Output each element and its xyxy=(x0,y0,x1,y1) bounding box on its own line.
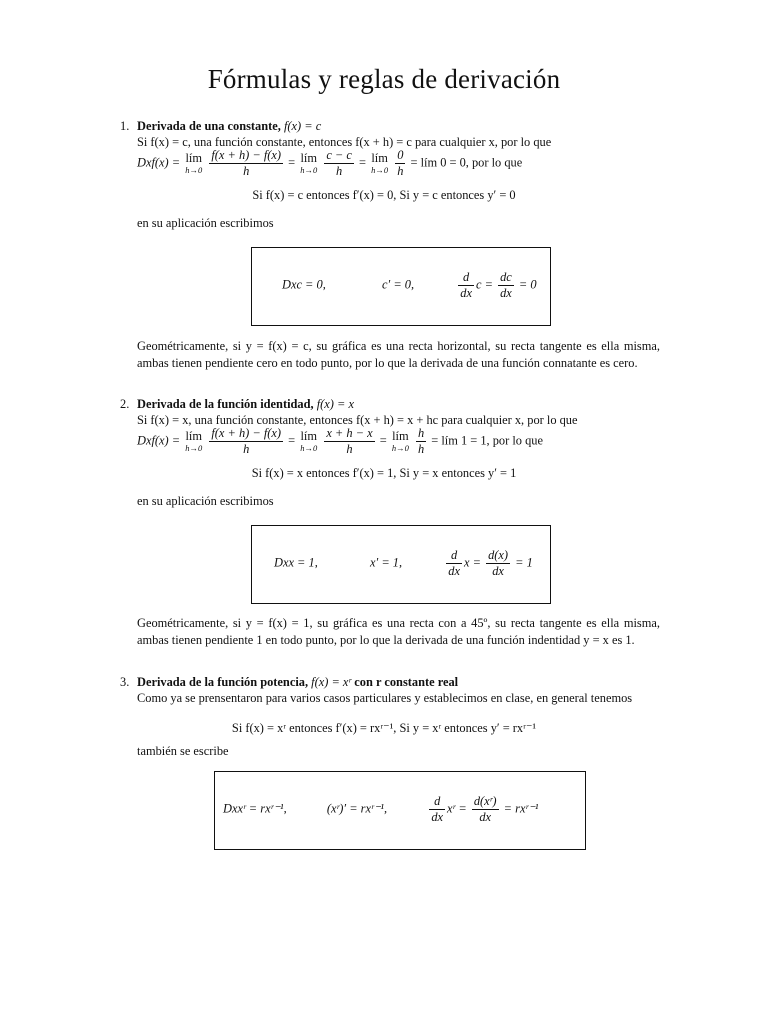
box-formula-b: (xʳ)′ = rxʳ⁻¹, xyxy=(326,801,388,816)
fraction-numerator: x + h − x xyxy=(326,426,373,440)
limit-subscript: h→0 xyxy=(300,164,318,175)
box-fraction-d xyxy=(446,548,462,579)
section-3-rule: Si f(x) = xʳ entonces f′(x) = rxʳ⁻¹, Si y = xʳ entonces y′ = rxʳ⁻¹ xyxy=(231,721,537,735)
section-2-rule: Si f(x) = x entonces f′(x) = 1, Si y = x entonces y′ = 1 xyxy=(251,466,517,480)
limit-operator xyxy=(300,430,317,454)
fraction-denominator: h xyxy=(243,442,250,456)
fraction-denominator: dx xyxy=(448,564,460,578)
section-2-formula-box xyxy=(251,525,551,604)
section-1-fraction-2 xyxy=(324,148,354,179)
limit-word: lím xyxy=(185,428,202,443)
limit-subscript: h→0 xyxy=(371,164,389,175)
limit-word: lím xyxy=(371,150,388,165)
limit-operator xyxy=(185,152,202,176)
fraction-numerator: d xyxy=(446,548,462,564)
section-2-fraction-2 xyxy=(324,426,374,457)
box-formula-a: Dxc = 0, xyxy=(282,277,326,292)
section-1-heading xyxy=(137,118,321,134)
section-3-box-row xyxy=(223,794,538,825)
section-2-deriv-lhs: Dxf(x) = xyxy=(137,433,181,448)
section-3-heading-text: Derivada de la función potencia, xyxy=(137,675,309,689)
section-1-fraction-1 xyxy=(209,148,283,179)
section-1-derivation: Dxf(x) = lím h→0 $\frac{f(x + h) - f(x)}{h}$ = lím h→0 $\frac{c - c}{h}$ = lím h→0 $\frac{0}{h}$ = lím 0 = 0, por lo que xyxy=(137,148,523,178)
fraction-numerator: d(x) xyxy=(488,548,509,562)
section-1-number: 1. xyxy=(120,119,130,133)
section-2-box-row xyxy=(274,548,533,579)
section-1-deriv-lhs: Dxf(x) = xyxy=(137,155,181,170)
limit-subscript: h→0 xyxy=(185,164,203,175)
box-formula-mid: c = xyxy=(476,277,493,292)
section-1-box-row xyxy=(282,270,537,301)
box-fraction-dxr xyxy=(472,794,499,825)
section-1-heading-math: f(x) = c xyxy=(283,119,322,133)
section-3-heading-math: f(x) = xʳ xyxy=(311,675,352,689)
box-formula-end: = 0 xyxy=(518,277,537,292)
fraction-denominator: dx xyxy=(500,286,512,300)
section-3-number: 3. xyxy=(120,675,130,689)
section-3-formula-box xyxy=(214,771,586,850)
section-2-derivation: Dxf(x) = lím h→0 $\frac{f(x + h) - f(x)}{h}$ = lím h→0 $\frac{x + h - x}{h}$ = lím h→0 $\frac{h}{h}$ = lím 1 = 1, por lo que xyxy=(137,426,543,456)
fraction-denominator: h xyxy=(346,442,353,456)
box-formula-a: Dxx = 1, xyxy=(274,555,318,570)
fraction-denominator: dx xyxy=(479,810,492,824)
section-3-heading xyxy=(137,674,458,690)
box-formula-a: Dxxʳ = rxʳ⁻¹, xyxy=(223,801,287,816)
section-1-line1: Si f(x) = c, una función constante, entonces f(x + h) = c para cualquier x, por lo que xyxy=(137,135,552,149)
section-1-rule: Si f(x) = c entonces f′(x) = 0, Si y = c entonces y′ = 0 xyxy=(252,188,516,202)
limit-word: lím xyxy=(392,428,409,443)
fraction-numerator: d xyxy=(458,270,474,286)
section-2-heading-text: Derivada de la función identidad, xyxy=(137,397,314,411)
limit-operator xyxy=(300,152,317,176)
section-2-fraction-3 xyxy=(416,426,426,457)
section-2-deriv-tail: = lím 1 = 1, por lo que xyxy=(431,433,543,448)
fraction-denominator: h xyxy=(417,442,425,456)
section-2-application: en su aplicación escribimos xyxy=(137,494,274,508)
limit-operator xyxy=(392,430,409,454)
fraction-denominator: h xyxy=(336,164,343,178)
section-1-deriv-tail: = lím 0 = 0, por lo que xyxy=(410,155,523,170)
section-1-application: en su aplicación escribimos xyxy=(137,216,274,230)
fraction-numerator: d(xʳ) xyxy=(473,794,497,808)
fraction-numerator: d xyxy=(429,794,445,810)
fraction-denominator: h xyxy=(243,164,250,178)
fraction-numerator: f(x + h) − f(x) xyxy=(211,426,282,440)
limit-word: lím xyxy=(300,428,317,443)
limit-operator xyxy=(371,152,388,176)
box-formula-end: = 1 xyxy=(515,555,533,570)
section-3-heading-end: con r constante real xyxy=(354,675,459,689)
section-1-formula-box xyxy=(251,247,551,326)
limit-subscript: h→0 xyxy=(300,442,318,453)
fraction-denominator: dx xyxy=(460,286,472,300)
section-1-heading-text: Derivada de una constante, xyxy=(137,119,281,133)
limit-operator xyxy=(185,430,202,454)
section-2-number: 2. xyxy=(120,397,130,411)
section-1-geometric-note: Geométricamente, si y = f(x) = c, su gráfica es una recta horizontal, su recta tangente es ella misma, ambas tienen pendiente cero en todo punto, por lo que la derivada de una función connatante es cero. xyxy=(137,339,660,370)
section-2-line1: Si f(x) = x, una función constante, entonces f(x + h) = x + hc para cualquier x, por lo que xyxy=(137,413,578,427)
box-fraction-d xyxy=(458,270,474,301)
box-fraction-dc xyxy=(498,270,514,301)
box-fraction-d xyxy=(429,794,445,825)
fraction-numerator: c − c xyxy=(326,148,352,162)
section-2-fraction-1 xyxy=(209,426,283,457)
limit-subscript: h→0 xyxy=(391,442,409,453)
fraction-denominator: dx xyxy=(431,810,444,824)
page-title: Fórmulas y reglas de derivación xyxy=(207,64,561,94)
fraction-numerator: dc xyxy=(500,270,512,284)
box-formula-b: x′ = 1, xyxy=(370,555,403,570)
section-3-intro: Como ya se prensentaron para varios casos particulares y establecimos en clase, en general tenemos xyxy=(137,691,633,705)
section-2-geometric-note: Geométricamente, si y = f(x) = 1, su gráfica es una recta con a 45º, su recta tangente es ella misma, ambas tienen pendiente 1 en todo punto, por lo que la derivada de una función indentidad y = x es 1. xyxy=(137,616,660,647)
fraction-numerator: h xyxy=(417,426,425,440)
section-3-also: también se escribe xyxy=(137,744,229,758)
box-fraction-dx xyxy=(486,548,510,579)
limit-word: lím xyxy=(300,150,317,165)
limit-word: lím xyxy=(185,150,202,165)
box-formula-mid: x = xyxy=(464,555,481,570)
box-formula-b: c′ = 0, xyxy=(382,277,415,292)
section-2-heading-math: f(x) = x xyxy=(316,397,354,411)
fraction-denominator: h xyxy=(397,164,404,178)
box-formula-end: = rxʳ⁻¹ xyxy=(503,801,539,816)
section-2-heading xyxy=(137,396,354,412)
section-1-fraction-3 xyxy=(395,148,405,179)
fraction-numerator: f(x + h) − f(x) xyxy=(211,148,282,162)
limit-subscript: h→0 xyxy=(185,442,203,453)
fraction-numerator: 0 xyxy=(397,148,404,162)
box-formula-mid: xʳ = xyxy=(447,801,467,816)
fraction-denominator: dx xyxy=(492,564,504,578)
